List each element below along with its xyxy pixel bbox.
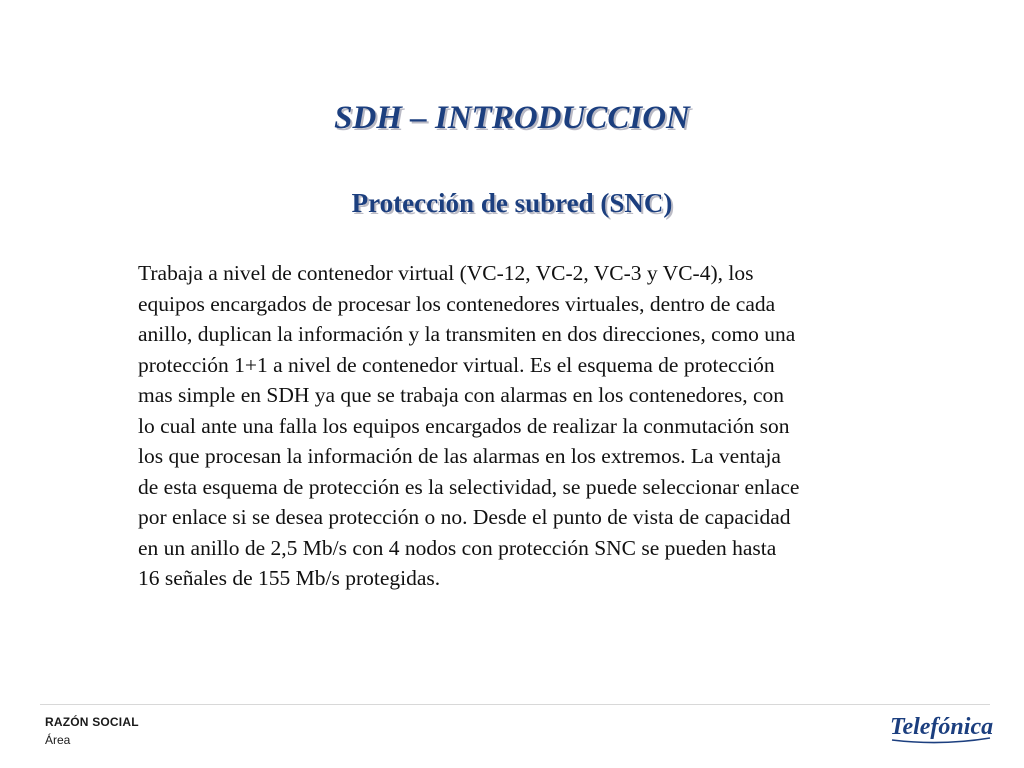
body-line: 16 señales de 155 Mb/s protegidas. (138, 566, 441, 590)
body-line: en un anillo de 2,5 Mb/s con 4 nodos con protección SNC se pueden hasta (138, 535, 777, 560)
body-line: por enlace si se desea protección o no. Desde el punto de vista de capacidad (138, 505, 791, 529)
slide-subtitle: Protección de subred (SNC) (351, 188, 673, 218)
footer-area-label: Área (45, 733, 71, 747)
body-line: protección 1+1 a nivel de contenedor virtual. Es el esquema de protección (138, 352, 775, 377)
body-line: anillo, duplican la información y la transmiten en dos direcciones, como una (138, 322, 796, 346)
body-paragraph (138, 258, 938, 594)
body-line: Trabaja a nivel de contenedor virtual (VC-12, VC-2, VC-3 y VC-4), los (138, 261, 754, 285)
body-line: de esta esquema de protección es la selectividad, se puede seleccionar enlace (138, 474, 800, 499)
body-line: lo cual ante una falla los equipos encargados de realizar la conmutación son (138, 413, 790, 438)
body-line: los que procesan la información de las alarmas en los extremos. La ventaja (138, 444, 781, 468)
footer-company-name: RAZÓN SOCIAL (45, 715, 139, 729)
body-line: mas simple en SDH ya que se trabaja con alarmas en los contenedores, con (138, 383, 784, 407)
footer-divider (40, 704, 990, 705)
slide-title: SDH – INTRODUCCION (334, 100, 690, 136)
body-line: equipos encargados de procesar los contenedores virtuales, dentro de cada (138, 291, 776, 316)
telefonica-logo-icon (886, 708, 996, 748)
logo-wordmark: Telefónica (890, 714, 994, 740)
